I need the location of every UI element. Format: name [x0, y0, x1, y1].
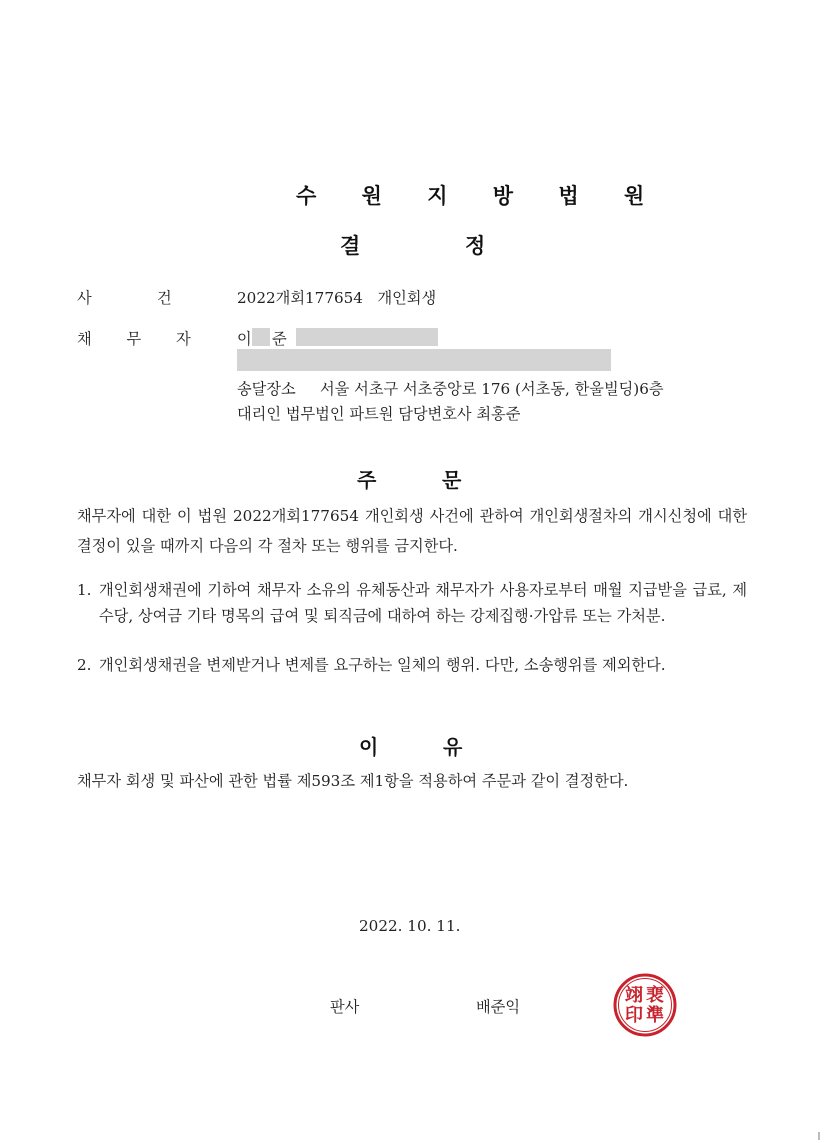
decision-date: 2022. 10. 11. — [359, 917, 461, 935]
order-heading-left: 주 — [357, 468, 377, 492]
redaction-address — [237, 349, 611, 371]
judge-seal — [612, 972, 678, 1038]
order-heading-right: 문 — [442, 468, 462, 492]
order-item-1-number: 1. — [77, 581, 92, 599]
judge-name: 배준익 — [476, 998, 521, 1016]
doc-type-left: 결 — [340, 234, 361, 258]
case-label-right: 건 — [157, 289, 172, 307]
debtor-name-first: 이 — [237, 330, 252, 348]
court-name: 수 원 지 방 법 원 — [296, 184, 664, 208]
case-label-left: 사 — [77, 289, 92, 307]
seal-char-3: 翊 — [625, 985, 643, 1006]
redaction-id-number — [296, 328, 438, 346]
page-corner-mark — [818, 1132, 820, 1140]
case-number: 2022개회177654 개인회생 — [237, 289, 437, 307]
seal-char-1: 裵 — [646, 985, 664, 1006]
seal-char-2: 準 — [646, 1005, 664, 1026]
order-item-1-text: 개인회생채권에 기하여 채무자 소유의 유체동산과 채무자가 사용자로부터 매월 지급받을 급료, 제수당, 상여금 기타 명목의 급여 및 퇴직금에 대하여 하는 강제집행·가압류 또는 가처분. — [99, 581, 747, 625]
order-item-2 — [77, 652, 747, 678]
reason-heading-left: 이 — [359, 735, 379, 759]
debtor-name-last: 준 — [272, 330, 287, 348]
redaction-name-middle — [252, 328, 270, 346]
debtor-label: 채 무 자 — [77, 330, 206, 348]
delivery-place-label: 송달장소 — [237, 380, 296, 398]
delivery-place: 서울 서초구 서초중앙로 176 (서초동, 한울빌딩)6층 — [320, 380, 664, 398]
judge-title: 판사 — [330, 998, 360, 1016]
debtor-agent: 대리인 법무법인 파트원 담당변호사 최홍준 — [237, 405, 521, 423]
doc-type-right: 정 — [465, 234, 486, 258]
order-paragraph: 채무자에 대한 이 법원 2022개회177654 개인회생 사건에 관하여 개인회생절차의 개시신청에 대한 결정이 있을 때까지 다음의 각 절차 또는 행위를 금지한다. — [77, 507, 747, 555]
reason-text: 채무자 회생 및 파산에 관한 법률 제593조 제1항을 적용하여 주문과 같이 결정한다. — [77, 772, 629, 790]
reason-heading-right: 유 — [443, 735, 463, 759]
order-item-1 — [77, 577, 747, 629]
order-item-2-number: 2. — [77, 656, 92, 674]
order-item-2-text: 개인회생채권을 변제받거나 변제를 요구하는 일체의 행위. 다만, 소송행위를 제외한다. — [99, 656, 666, 674]
seal-char-4: 印 — [625, 1005, 643, 1026]
